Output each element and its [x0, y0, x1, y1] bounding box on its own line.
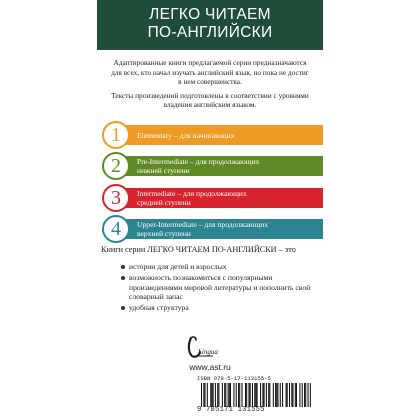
feature-text-1: истории для детей и взрослых — [129, 262, 227, 271]
barcode-bar — [222, 383, 223, 407]
barcode-bar — [269, 383, 270, 407]
barcode-bar — [260, 383, 261, 407]
level-1-number: 1 — [102, 121, 130, 149]
barcode-bar — [230, 383, 231, 407]
barcode-bar — [310, 383, 311, 407]
logo-wordmark: Lingua — [198, 348, 218, 356]
barcode-bar — [289, 383, 290, 407]
intro-paragraph-2: Тексты произведений подготовлены в соответствии с уровнями владения английским языком. — [111, 90, 309, 110]
barcode-bar — [242, 383, 243, 407]
barcode-bar — [275, 383, 276, 407]
isbn-barcode — [197, 375, 315, 415]
barcode-bar — [264, 383, 265, 407]
barcode-bar — [246, 383, 247, 407]
level-1-label — [137, 125, 315, 145]
level-3-label-line2: средней ступени — [137, 198, 191, 207]
level-3-label — [137, 188, 315, 208]
level-3 — [97, 184, 323, 212]
feature-text-2: возможность познакомиться с популярными произведениями мировой литературы и пополнить свой словарный запас — [129, 272, 311, 302]
barcode-bar — [305, 383, 306, 407]
barcode-bar — [292, 383, 293, 407]
lingua-logo-icon — [185, 334, 218, 360]
barcode-bar — [239, 383, 240, 407]
feature-item-1 — [121, 262, 321, 272]
feature-item-2 — [121, 273, 321, 302]
barcode-number: 9 785171 131555 — [197, 406, 265, 414]
barcode-bar — [224, 383, 225, 407]
level-1 — [97, 121, 323, 149]
barcode-bar — [236, 383, 237, 407]
barcode-bar — [257, 383, 258, 407]
feature-list — [121, 262, 321, 314]
barcode-bar — [308, 383, 309, 407]
level-4 — [97, 215, 323, 243]
barcode-bar — [277, 383, 278, 407]
barcode-bar — [302, 383, 303, 407]
bullet-dot-icon — [121, 306, 125, 310]
barcode-bar — [286, 383, 287, 407]
barcode-bar — [207, 383, 208, 407]
level-2-label-line2: нижней ступени — [137, 166, 190, 175]
barcode-bar — [255, 383, 256, 407]
barcode-bar — [248, 383, 249, 407]
barcode-bar — [245, 383, 246, 407]
barcode-bar — [282, 383, 283, 407]
level-4-number: 4 — [102, 215, 130, 243]
series-description: Книги серии ЛЕГКО ЧИТАЕМ ПО-АНГЛИЙСКИ – это — [101, 245, 296, 254]
level-2-label-line1: Pre-Intermediate – для продолжающих — [137, 157, 260, 166]
barcode-bar — [296, 383, 297, 407]
level-4-label — [137, 219, 315, 239]
barcode-bar — [250, 383, 251, 407]
bullet-dot-icon — [121, 265, 125, 269]
series-title-line2: ПО-АНГЛИЙСКИ — [147, 24, 273, 41]
cover-header — [97, 0, 323, 50]
barcode-bar — [262, 383, 263, 407]
barcode-bar — [254, 383, 255, 407]
bullet-dot-icon — [121, 276, 125, 280]
barcode-bars-icon — [201, 383, 311, 407]
barcode-bar — [280, 383, 281, 407]
barcode-bar — [295, 383, 296, 407]
barcode-bar — [201, 383, 202, 407]
feature-text-3: удобная структура — [129, 303, 189, 313]
level-4-label-line2: верхней ступени — [137, 229, 191, 238]
intro-paragraph-1: Адаптированные книги предлагаемой серии предназначаются для всех, кто начал изучать английский язык, но пока не достиг в нем совершенства. — [111, 58, 309, 87]
barcode-bar — [213, 383, 214, 407]
barcode-bar — [233, 383, 234, 407]
level-4-label-line1: Upper-Intermediate – для продолжающих — [137, 220, 269, 229]
barcode-bar — [229, 383, 230, 407]
level-3-number: 3 — [102, 184, 130, 212]
level-2-label — [137, 156, 315, 176]
barcode-bar — [299, 383, 300, 407]
publisher-website: www.ast.ru — [189, 362, 231, 372]
barcode-bar — [203, 383, 204, 407]
level-2-number: 2 — [102, 152, 130, 180]
isbn-text: ISBN 978-5-17-113155-5 — [197, 375, 271, 382]
barcode-bar — [268, 383, 269, 407]
level-2 — [97, 152, 323, 180]
barcode-bar — [273, 383, 274, 407]
barcode-bar — [204, 383, 205, 407]
series-title-line1: ЛЕГКО ЧИТАЕМ — [149, 6, 271, 23]
feature-item-3 — [121, 303, 321, 313]
barcode-bar — [291, 383, 292, 407]
level-3-label-line1: Intermediate – для продолжающих — [137, 189, 247, 198]
barcode-bar — [228, 383, 229, 407]
barcode-bar — [217, 383, 218, 407]
barcode-bar — [276, 383, 277, 407]
barcode-bar — [218, 383, 219, 407]
intro-text — [111, 58, 309, 114]
level-1-label-line1: Elementary – для начинающих — [137, 130, 235, 140]
barcode-bar — [238, 383, 239, 407]
barcode-bar — [252, 383, 253, 407]
barcode-bar — [287, 383, 288, 407]
barcode-bar — [266, 383, 267, 407]
barcode-bar — [304, 383, 305, 407]
barcode-bar — [210, 383, 211, 407]
barcode-bar — [225, 383, 226, 407]
barcode-bar — [211, 383, 212, 407]
barcode-bar — [215, 383, 216, 407]
book-back-cover — [97, 0, 323, 420]
